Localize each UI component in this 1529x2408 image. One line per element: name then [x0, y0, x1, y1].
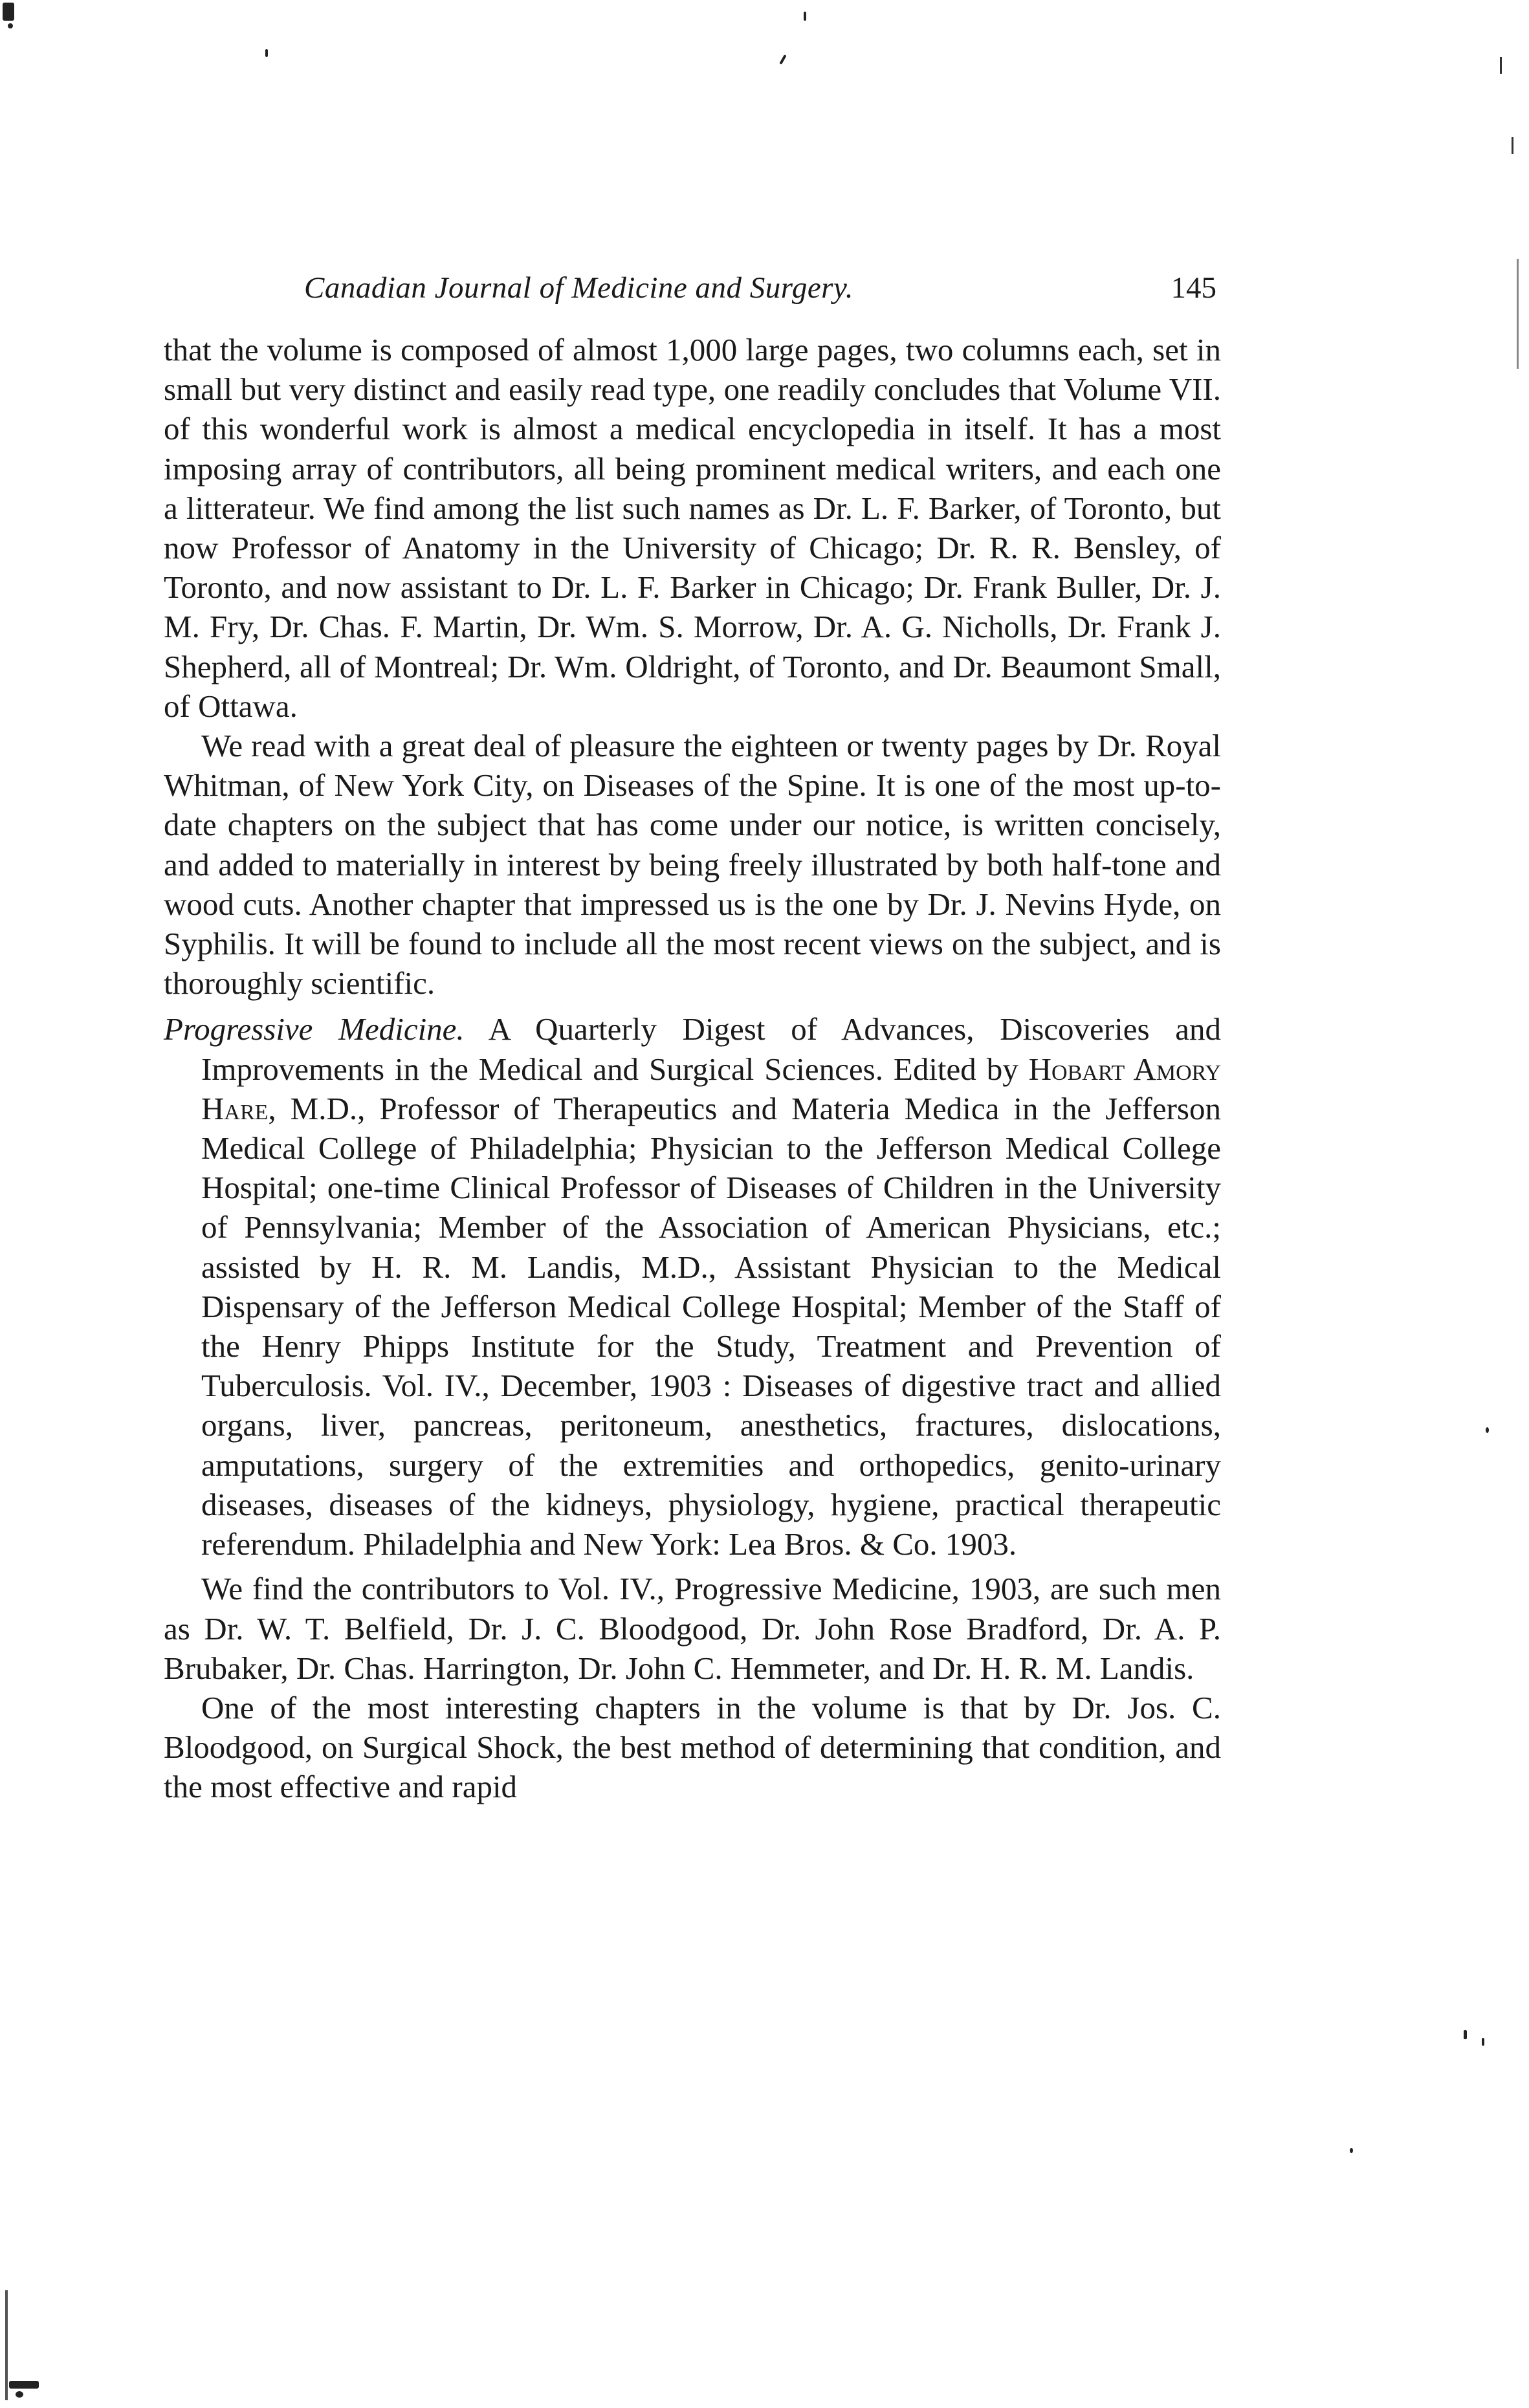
scan-edge-mark [1512, 137, 1513, 154]
book-description-rest: , M.D., Professor of Therapeutics and Materia Medica in the Jefferson Medical College of Philadelphia; Physician to the Jefferson Medical College Hospital; one-time Clinical Professor of Diseases of Children in the University of Pennsylvania; Member of the Association of American Physicians, etc.; assisted by H. R. M. Landis, M.D., Assistant Physician to the Medical Dispensary of the Jefferson Medical College Hospital; Member of the Staff of the Henry Phipps Institute for the Study, Treatment and Prevention of Tuberculosis. Vol. IV., December, 1903 : Diseases of digestive tract and allied organs, liver, pancreas, peritoneum, anesthetics, fractures, dislocations, amputations, surgery of the extremities and orthopedics, genito-urinary diseases, diseases of the kidneys, physiology, hygiene, practical therapeutic referendum. Philadelphia and New York: Lea Bros. & Co. 1903. [201, 1090, 1221, 1562]
scan-speck [804, 12, 806, 21]
scan-edge-mark [1500, 57, 1502, 74]
running-header [304, 262, 1216, 314]
paragraph-contributors-vol-vii: that the volume is composed of almost 1,000 large pages, two columns each, set in small but very distinct and easily read type, one readily concludes that Volume VII. of this wonderful work is almost a medical encyclopedia in itself. It has a most imposing array of contributors, all being prominent medical writers, and each one a litterateur. We find among the list such names as Dr. L. F. Barker, of Toronto, but now Professor of Anatomy in the University of Chicago; Dr. R. R. Bensley, of Toronto, and now assistant to Dr. L. F. Barker in Chicago; Dr. Frank Buller, Dr. J. M. Fry, Dr. Chas. F. Martin, Dr. Wm. S. Morrow, Dr. A. G. Nicholls, Dr. Frank J. Shepherd, all of Montreal; Dr. Wm. Oldright, of Toronto, and Dr. Beaumont Small, of Ottawa. [164, 332, 1221, 724]
scan-speck [1464, 2030, 1467, 2039]
article-body [164, 330, 1221, 1807]
scan-speck [1486, 1427, 1489, 1433]
scan-edge-mark [1517, 259, 1519, 369]
paragraph-bloodgood-shock: One of the most interesting chapters in the volume is that by Dr. Jos. C. Bloodgood, on Surgical Shock, the best method of determining that condition, and the most effective and rapid [164, 1689, 1221, 1805]
scan-speck [8, 23, 13, 28]
running-title: Canadian Journal of Medicine and Surgery. [304, 271, 853, 305]
paragraph-contributors-vol-iv: We find the contributors to Vol. IV., Progressive Medicine, 1903, are such men as Dr. W. T. Belfield, Dr. J. C. Bloodgood, Dr. John Rose Bradford, Dr. A. P. Brubaker, Dr. Chas. Harrington, Dr. John C. Hemmeter, and Dr. H. R. M. Landis. [164, 1571, 1221, 1686]
scan-speck [265, 49, 268, 57]
scan-speck [3, 3, 14, 21]
page-number: 145 [1171, 271, 1216, 305]
scan-speck [1482, 2038, 1484, 2046]
scan-edge-mark [5, 2290, 8, 2400]
scan-speck [1350, 2148, 1353, 2153]
scan-speck [9, 2381, 39, 2389]
book-title: Progressive Medicine. [164, 1011, 465, 1047]
scan-speck [16, 2391, 23, 2398]
paragraph-whitman-hyde: We read with a great deal of pleasure the eighteen or twenty pages by Dr. Royal Whitman, of New York City, on Diseases of the Spine. It is one of the most up-to-date chapters on the subject that has come under our notice, is written concisely, and added to materially in interest by being freely illustrated by both half-tone and wood cuts. Another chapter that impressed us is the one by Dr. J. Nevins Hyde, on Syphilis. It will be found to include all the most recent views on the subject, and is thoroughly scientific. [164, 728, 1221, 1002]
book-description-lead: A Quarterly Digest of Advances, Discoveries and Improvements in the Medical and Surgical Sciences. Edited by [201, 1011, 1221, 1087]
book-review-entry [164, 1009, 1221, 1564]
book-editor-name: Hobart Amory Hare [201, 1051, 1221, 1126]
scan-speck [779, 54, 786, 65]
